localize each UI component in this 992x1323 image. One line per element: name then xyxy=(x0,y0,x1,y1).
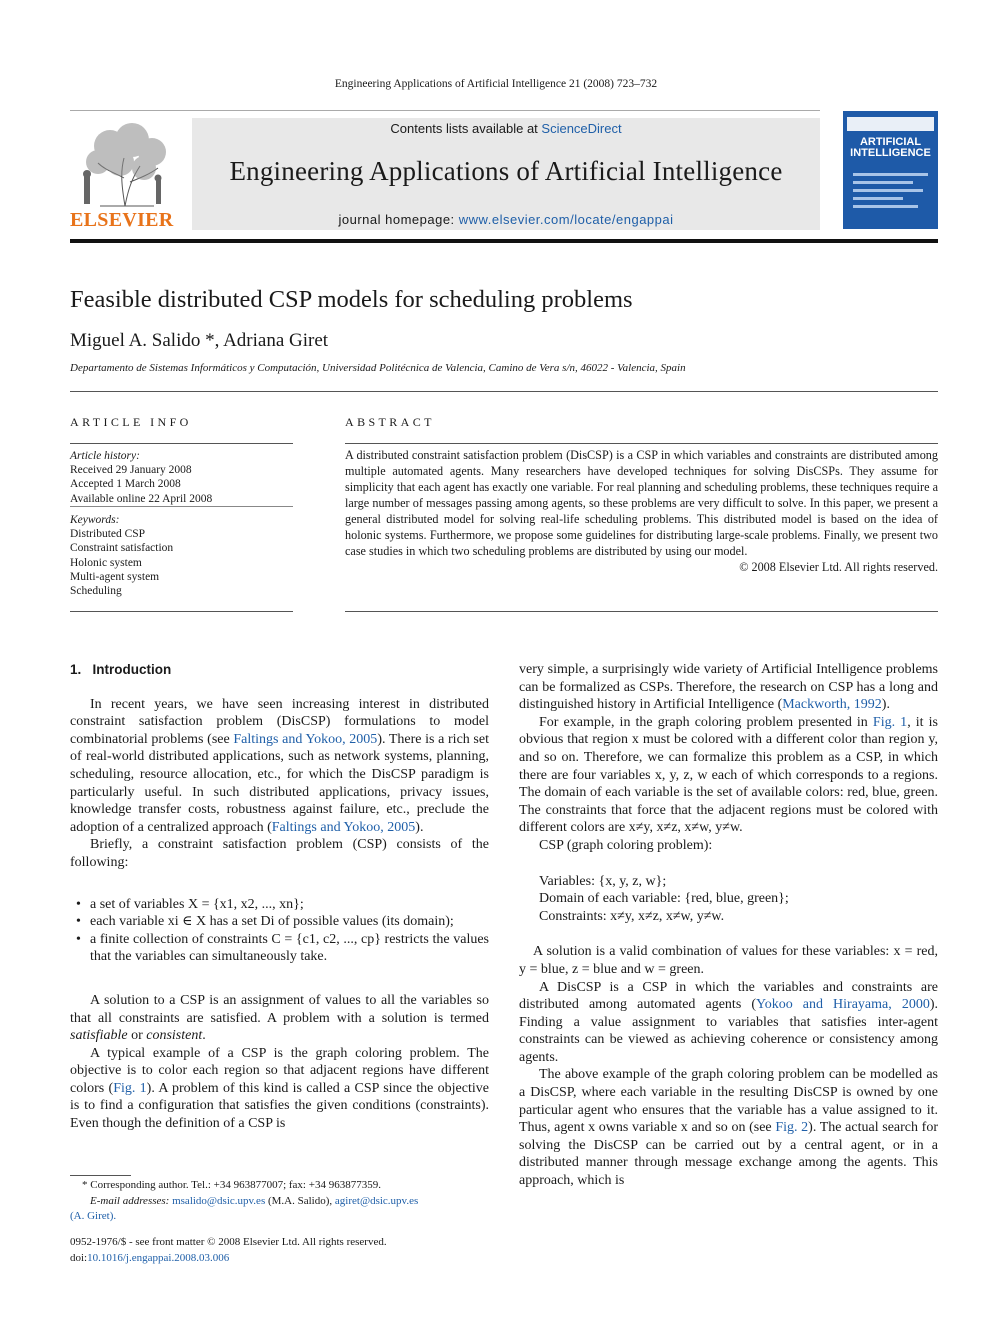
intro-paragraph-3 xyxy=(70,992,489,1045)
intro-paragraph-2: Briefly, a constraint satisfaction problem (CSP) consists of the following: xyxy=(70,837,489,870)
citation-link[interactable]: Yokoo and Hirayama, 2000 xyxy=(756,997,930,1013)
section-heading: 1. Introduction xyxy=(70,662,172,677)
text: a set of variables X = {x1, x2, ..., xn}; xyxy=(90,896,304,912)
csp-domain: Domain of each variable: {red, blue, green}; xyxy=(539,891,789,907)
csp-label: CSP (graph coloring problem): xyxy=(539,837,713,853)
history-accepted: Accepted 1 March 2008 xyxy=(70,478,181,491)
abstract-body xyxy=(345,447,938,575)
figure-link[interactable]: Fig. 1 xyxy=(113,1080,147,1096)
sciencedirect-link[interactable]: ScienceDirect xyxy=(541,121,622,136)
intro-paragraph-4 xyxy=(70,1045,489,1133)
text: (M.A. Salido), xyxy=(265,1194,335,1207)
citation-link[interactable]: Faltings and Yokoo, 2005 xyxy=(271,819,416,835)
text: ). A problem of this kind is called a CSP since the objective is to find a configuration that satisfies the given conditions (constraints). Even though the definition of a CSP is xyxy=(70,1080,489,1132)
keyword: Scheduling xyxy=(70,585,122,598)
figure-link[interactable]: Fig. 1 xyxy=(872,714,908,730)
text: very simple, a surprisingly wide variety of Artificial Intelligence problems can be formalized as CSPs. Therefore, the research on CSP has a long and distinguished history in Artificial Intelligence ( xyxy=(519,662,938,713)
list-item xyxy=(70,913,489,931)
left-column xyxy=(70,661,489,1133)
abstract-text: A distributed constraint satisfaction problem (DisCSP) is a CSP in which variables and constraints are distributed among multiple automated agents. Many researchers have developed techniques for solving DisCSPs. They assume for simplicity that each agent has exactly one variable. For real planning and scheduling problems, these techniques require a large number of messages passing among agents, so these problems are very difficult to solve. In this paper, we present a general distributed model for solving real-life scheduling problems. This distributed model is based on the idea of holonic systems. Furthermore, we propose some guidelines for distributing large-scale problems. Finally, we present two case studies in which two scheduling problems are distributed by using our model. xyxy=(345,448,938,558)
corresponding-author: * Corresponding author. Tel.: +34 963877007; fax: +34 963877359. xyxy=(82,1179,381,1191)
contents-line xyxy=(192,121,820,136)
text: ). xyxy=(881,697,890,713)
affiliation: Departamento de Sistemas Informáticos y Computación, Universidad Politécnica de Valencia, Camino de Vera s/n, 46022 - Valencia, Spain xyxy=(70,362,686,374)
keywords-rule xyxy=(70,611,293,612)
bullet-icon: • xyxy=(76,931,81,947)
journal-cover xyxy=(843,111,938,229)
right-paragraph-4 xyxy=(519,979,938,1067)
text: ). There is a rich set of real-world distributed applications, such as network systems, planning, scheduling, resource allocation, etc., for which the DisCSP paradigm is particularly useful. In such distributed applications, privacy issues, knowledge transfer costs, robustness against failure, etc., preclude the adoption of a centralized approach ( xyxy=(70,731,489,835)
right-paragraph-3: A solution is a valid combination of values for these variables: x = red, y = blue, z = blue and w = green. xyxy=(519,944,938,977)
right-paragraph-1 xyxy=(519,661,938,714)
keywords xyxy=(70,513,293,598)
citation-link[interactable]: Mackworth, 1992 xyxy=(782,697,882,713)
list-item xyxy=(70,931,489,966)
history-online: Available online 22 April 2008 xyxy=(70,492,213,505)
email-link[interactable]: agiret@dsic.upv.es xyxy=(334,1194,419,1207)
abstract-bottom-rule xyxy=(345,611,938,612)
text: For example, in the graph coloring problem presented in xyxy=(539,714,873,730)
doi-link[interactable]: 10.1016/j.engappai.2008.03.006 xyxy=(87,1251,230,1264)
contents-prefix: Contents lists available at xyxy=(390,121,542,136)
right-paragraph-5 xyxy=(519,1066,938,1189)
history-received: Received 29 January 2008 xyxy=(70,464,192,477)
footnote-rule xyxy=(70,1175,131,1176)
front-matter xyxy=(70,1235,489,1266)
text: or xyxy=(127,1028,147,1044)
csp-constraints: Constraints: x≠y, x≠z, x≠w, y≠w. xyxy=(539,908,725,924)
journal-title: Engineering Applications of Artificial Intelligence xyxy=(229,156,783,186)
article-history xyxy=(70,449,293,506)
csp-definition-list xyxy=(70,896,489,966)
text: A DisCSP is a CSP in which the variables and constraints are distributed among automated agents ( xyxy=(519,979,938,1013)
keyword: Distributed CSP xyxy=(70,528,146,541)
csp-variables: Variables: {x, y, z, w}; xyxy=(539,873,667,889)
abstract-copyright: © 2008 Elsevier Ltd. All rights reserved. xyxy=(739,560,938,574)
intro-paragraph-1 xyxy=(70,696,489,837)
citation-link[interactable]: Faltings and Yokoo, 2005 xyxy=(233,731,378,747)
cover-title: ARTIFICIAL INTELLIGENCE xyxy=(850,136,931,159)
history-rule xyxy=(70,506,293,507)
text: . xyxy=(202,1028,206,1044)
doi-line xyxy=(70,1251,489,1267)
text: ). Finding a value assignment to variables that satisfies inter-agent constraints can be viewed as achieving coherence or consistency among agents. xyxy=(519,997,938,1065)
journal-homepage xyxy=(192,212,820,227)
issn-line: 0952-1976/$ - see front matter © 2008 Elsevier Ltd. All rights reserved. xyxy=(70,1236,387,1248)
paper-title: Feasible distributed CSP models for scheduling problems xyxy=(70,286,633,313)
email-link[interactable]: msalido@dsic.upv.es xyxy=(172,1194,266,1207)
csp-example xyxy=(519,873,938,926)
header-rule xyxy=(70,110,820,111)
keywords-label: Keywords: xyxy=(70,514,120,526)
text: each variable xi ∈ X has a set Di of possible values (its domain); xyxy=(90,914,454,930)
text: ). The actual search for solving the DisCSP can be carried out by a central agent, or in a distributed manner through message exchange among the agents. This approach, which is xyxy=(519,1120,938,1189)
footnotes xyxy=(70,1178,489,1225)
email-label: E-mail addresses: xyxy=(90,1194,173,1207)
doi-label: doi: xyxy=(70,1251,88,1264)
bullet-icon: • xyxy=(76,914,81,930)
homepage-prefix: journal homepage: xyxy=(338,212,459,227)
figure-link[interactable]: Fig. 2 xyxy=(775,1120,809,1136)
keyword: Holonic system xyxy=(70,556,142,569)
cover-art xyxy=(843,111,938,229)
text: , it is obvious that region x must be colored with a different color than region y, and so on. Therefore, we can formalize this problem as a CSP, in which there are four variables x, y, z, w each of which corresponds to a regions. The domain of each variable is the set of available colors: red, blue, green. The constraints that force that the adjacent regions must be colored with different colors are x≠y, x≠z, x≠w, y≠w. xyxy=(519,714,938,836)
list-item xyxy=(70,896,489,914)
email-line xyxy=(70,1194,489,1210)
text: a finite collection of constraints C = {c1, c2, ..., cp} restricts the values that the variables can simultaneously take. xyxy=(90,931,489,965)
abstract-rule xyxy=(345,443,938,444)
abstract-heading: ABSTRACT xyxy=(345,415,435,429)
text: A solution to a CSP is an assignment of values to all the variables so that all constraints are satisfied. A problem with a solution is termed xyxy=(70,992,489,1026)
term: consistent xyxy=(146,1028,203,1044)
article-info-rule xyxy=(70,443,293,444)
bullet-icon: • xyxy=(76,896,81,912)
keyword: Multi-agent system xyxy=(70,570,160,583)
right-paragraph-2 xyxy=(519,714,938,837)
article-info-heading: ARTICLE INFO xyxy=(70,415,192,429)
text: ). xyxy=(415,819,424,835)
journal-citation: Engineering Applications of Artificial Intelligence 21 (2008) 723–732 xyxy=(334,78,658,90)
term: satisfiable xyxy=(70,1028,128,1044)
title-rule xyxy=(70,391,938,392)
history-label: Article history: xyxy=(70,450,140,462)
authors: Miguel A. Salido *, Adriana Giret xyxy=(70,330,329,351)
text: In recent years, we have seen increasing interest in distributed constraint satisfaction problem (DisCSP) formulations to model combinatorial problems (see xyxy=(70,696,489,747)
email-name: (A. Giret). xyxy=(70,1210,117,1222)
publisher-name: ELSEVIER xyxy=(70,209,174,231)
right-column xyxy=(519,661,938,1190)
text: The above example of the graph coloring problem can be modelled as a DisCSP, where each variable in the resulting DisCSP is owned by one particular agent who ensures that the variable has a value assigned to it. Thus, agent x owns variable x and so on (see xyxy=(519,1067,938,1136)
keyword: Constraint satisfaction xyxy=(70,542,174,555)
homepage-link[interactable]: www.elsevier.com/locate/engappai xyxy=(458,212,674,227)
text: A typical example of a CSP is the graph coloring problem. The objective is to color each region so that adjacent regions have different colors ( xyxy=(70,1045,489,1096)
masthead-rule xyxy=(70,239,938,243)
